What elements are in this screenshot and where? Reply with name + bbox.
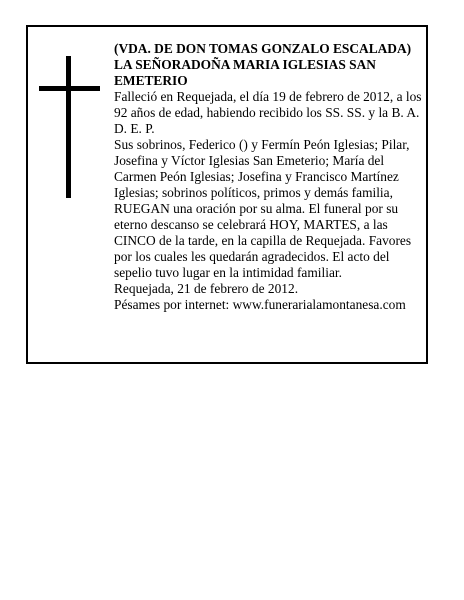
heading-deceased-name: LA SEÑORADOÑA MARIA IGLESIAS SAN EMETERIO [114,57,376,88]
cross-icon [39,56,100,198]
date-line: Requejada, 21 de febrero de 2012. [114,281,299,296]
obituary-notice [26,25,428,364]
condolences-line: Pésames por internet: www.funerarialamontanesa.com [114,297,406,312]
cross-horizontal-bar [39,86,100,91]
dep-line: D. E. P. [114,121,155,136]
heading-widow-of: (VDA. DE DON TOMAS GONZALO ESCALADA) [114,41,412,56]
cross-vertical-bar [66,56,71,198]
family-message: Sus sobrinos, Federico () y Fermín Peón Iglesias; Pilar, Josefina y Víctor Iglesias San Emeterio; María del Carmen Peón Iglesias; Josefina y Francisco Martínez Iglesias; sobrinos políticos, primos y demás familia, RUEGAN una oración por su alma. El funeral por su eterno descanso se celebrará HOY, MARTES, a las CINCO de la tarde, en la capilla de Requejada. Favores por los cuales les quedarán agradecidos. El acto del sepelio tuvo lugar en la intimidad familiar. [114,137,412,280]
notice-text [114,41,424,313]
death-announcement: Falleció en Requejada, el día 19 de febrero de 2012, a los 92 años de edad, habiendo recibido los SS. SS. y la B. A. [114,89,422,120]
